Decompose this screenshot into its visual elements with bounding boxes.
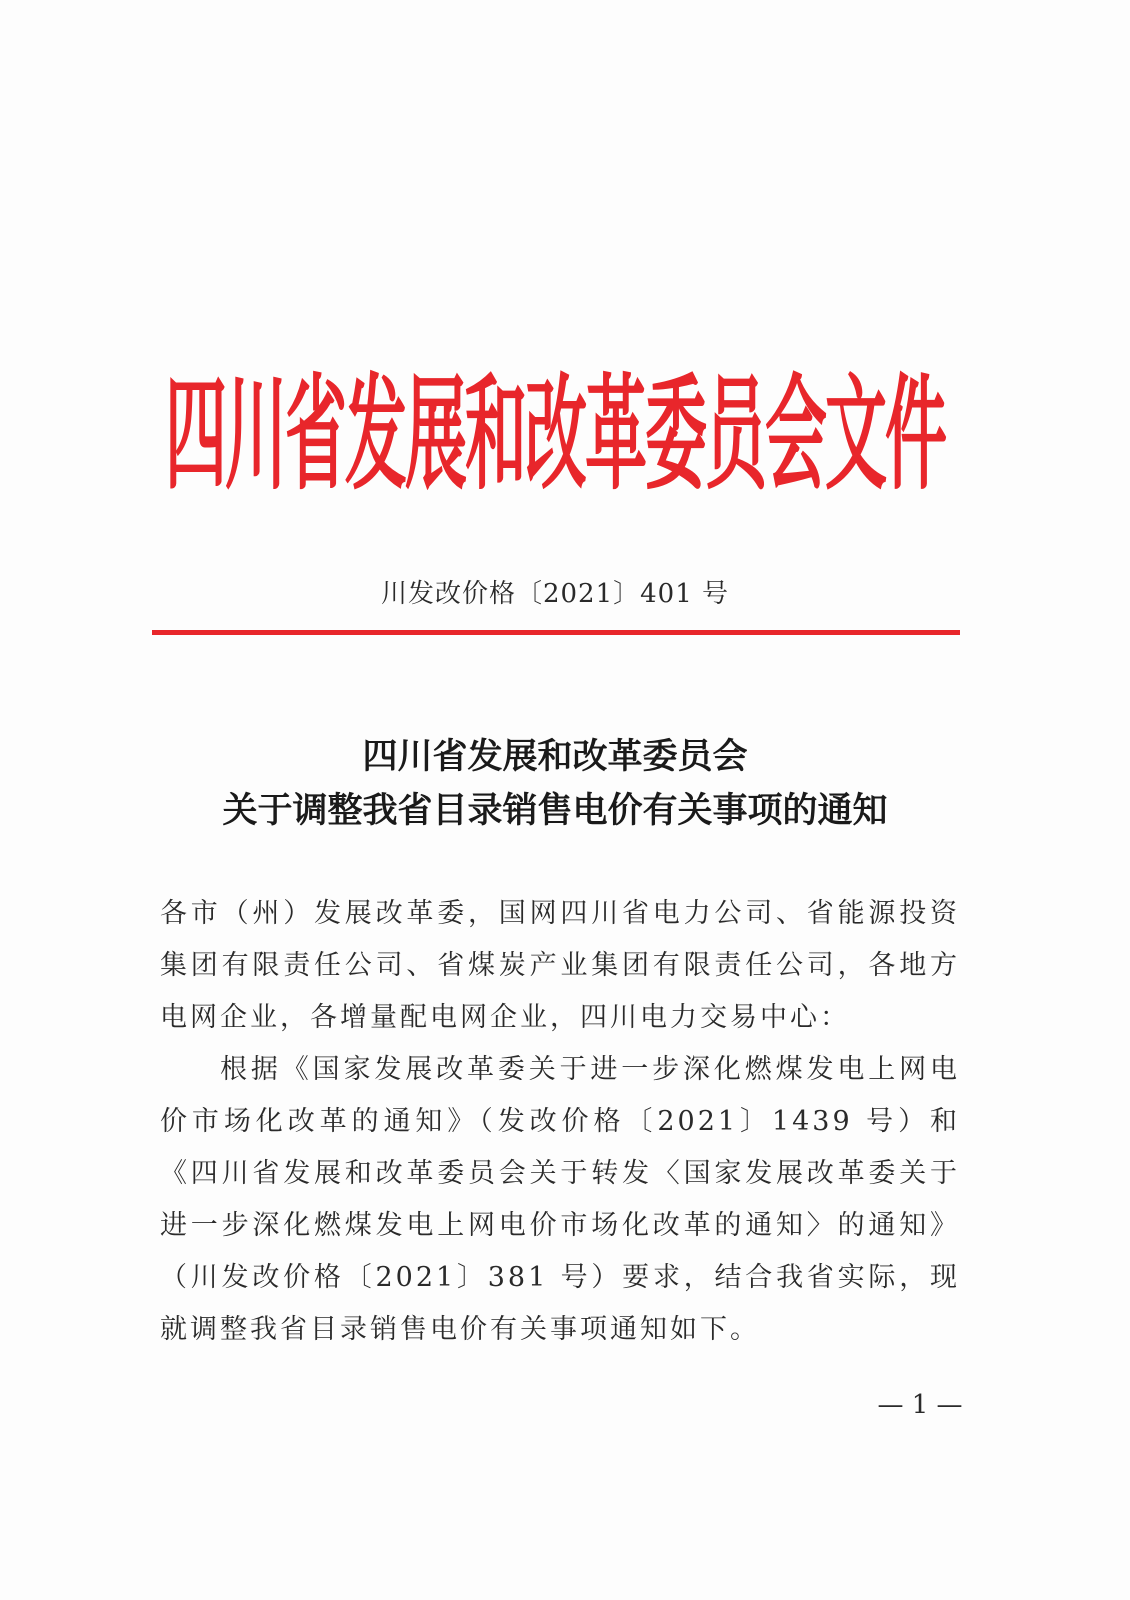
issuer-masthead-text: 四川省发展和改革委员会文件: [164, 361, 945, 507]
red-separator-rule: [152, 630, 960, 635]
page-number: — 1 —: [877, 1390, 963, 1420]
body-paragraph-1: 根据《国家发展改革委关于进一步深化燃煤发电上网电价市场化改革的通知》（发改价格〔2021〕1439 号）和《四川省发展和改革委员会关于转发〈国家发展改革委关于进一步深化燃煤发电上网电价市场化改革的通知〉的通知》（川发改价格〔2021〕381 号）要求，结合我省实际，现就调整我省目录销售电价有关事项通知如下。: [160, 1054, 960, 1345]
issuer-masthead: [150, 360, 960, 510]
title-line-1: 四川省发展和改革委员会: [362, 736, 748, 777]
document-number: 川发改价格〔2021〕401 号: [380, 579, 730, 609]
title-line-2: 关于调整我省目录销售电价有关事项的通知: [222, 790, 888, 831]
recipients-paragraph: 各市（州）发展改革委，国网四川省电力公司、省能源投资集团有限责任公司、省煤炭产业集团有限责任公司，各地方电网企业，各增量配电网企业，四川电力交易中心：: [160, 898, 960, 1033]
document-title: [150, 730, 960, 838]
document-body: [160, 888, 960, 1356]
